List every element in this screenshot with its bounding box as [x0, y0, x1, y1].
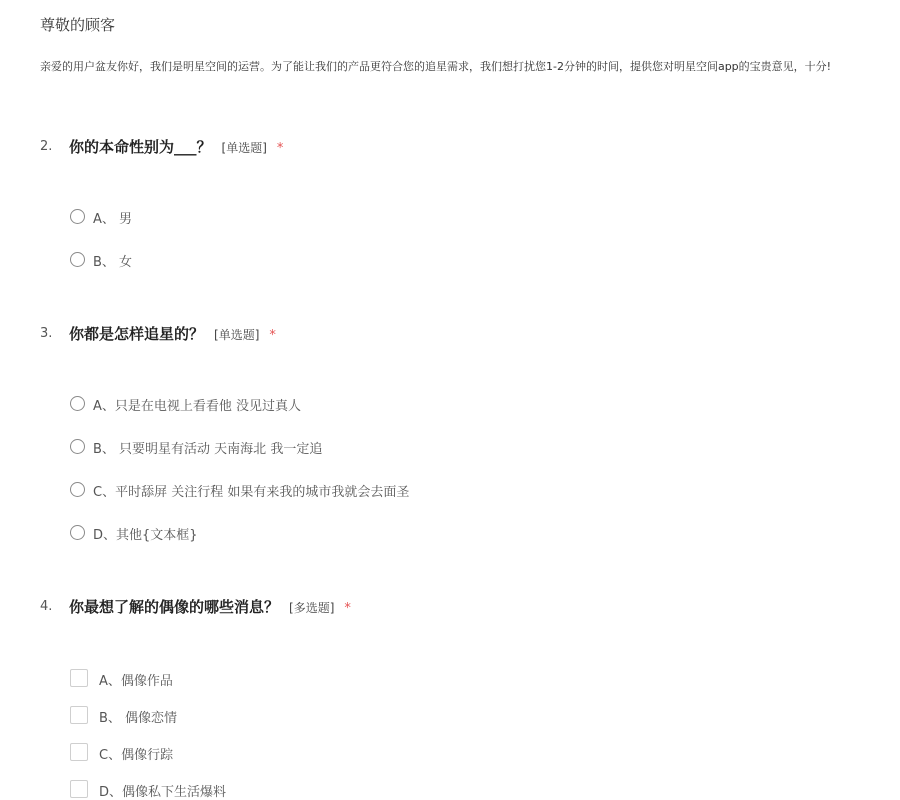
- radio-button[interactable]: [70, 252, 85, 267]
- question-title-text: 你最想了解的偶像的哪些消息？: [69, 598, 280, 616]
- radio-button[interactable]: [70, 439, 85, 454]
- radio-button[interactable]: [70, 525, 85, 540]
- checkbox[interactable]: [70, 743, 88, 761]
- option-label: A、偶像作品: [99, 674, 173, 689]
- radio-button[interactable]: [70, 482, 85, 497]
- option-label: B、 只要明星有活动 天南海北 我一定追: [93, 442, 323, 457]
- question-number: 4.: [40, 599, 53, 614]
- option-label: A、 男: [93, 212, 133, 227]
- question-title: [69, 136, 283, 157]
- question-title: [69, 323, 276, 344]
- question-title-text: 你都是怎样追星的？: [69, 325, 205, 343]
- radio-button[interactable]: [70, 396, 85, 411]
- question-header: [40, 136, 900, 160]
- option-label: B、 偶像恋情: [99, 711, 178, 726]
- option-label: D、偶像私下生活爆料: [99, 785, 227, 800]
- option-label: C、偶像行踪: [99, 748, 174, 763]
- question-title-text: 你的本命性别为___？: [69, 138, 212, 156]
- checkbox[interactable]: [70, 669, 88, 687]
- greeting-title: 尊敬的顾客: [40, 16, 116, 34]
- question-title: [69, 596, 351, 617]
- option-label: C、平时舔屏 关注行程 如果有来我的城市我就会去面圣: [93, 485, 410, 500]
- question-2: [40, 136, 900, 270]
- required-mark: *: [344, 601, 351, 616]
- survey-intro-text: 亲爱的用户盆友你好，我们是明星空间的运营。为了能让我们的产品更符合您的追星需求，我们想打扰您1-2分钟的时间，提供您对明星空间app的宝贵意见，十分!: [40, 60, 832, 73]
- required-mark: *: [269, 328, 276, 343]
- question-header: [40, 323, 900, 347]
- checkbox[interactable]: [70, 780, 88, 798]
- option-label: A、只是在电视上看看他 没见过真人: [93, 399, 302, 414]
- required-mark: *: [276, 141, 284, 156]
- question-type-label: [多选题]: [289, 601, 335, 615]
- option-label: D、其他{文本框}: [93, 528, 198, 543]
- question-3: [40, 323, 900, 543]
- question-type-label: [单选题]: [221, 141, 267, 155]
- question-type-label: [单选题]: [214, 328, 260, 342]
- option-label: B、 女: [93, 255, 133, 270]
- question-header: [40, 596, 900, 620]
- checkbox[interactable]: [70, 706, 88, 724]
- radio-button[interactable]: [70, 209, 85, 224]
- question-number: 2.: [40, 139, 53, 154]
- question-4: [40, 596, 900, 800]
- question-number: 3.: [40, 326, 53, 341]
